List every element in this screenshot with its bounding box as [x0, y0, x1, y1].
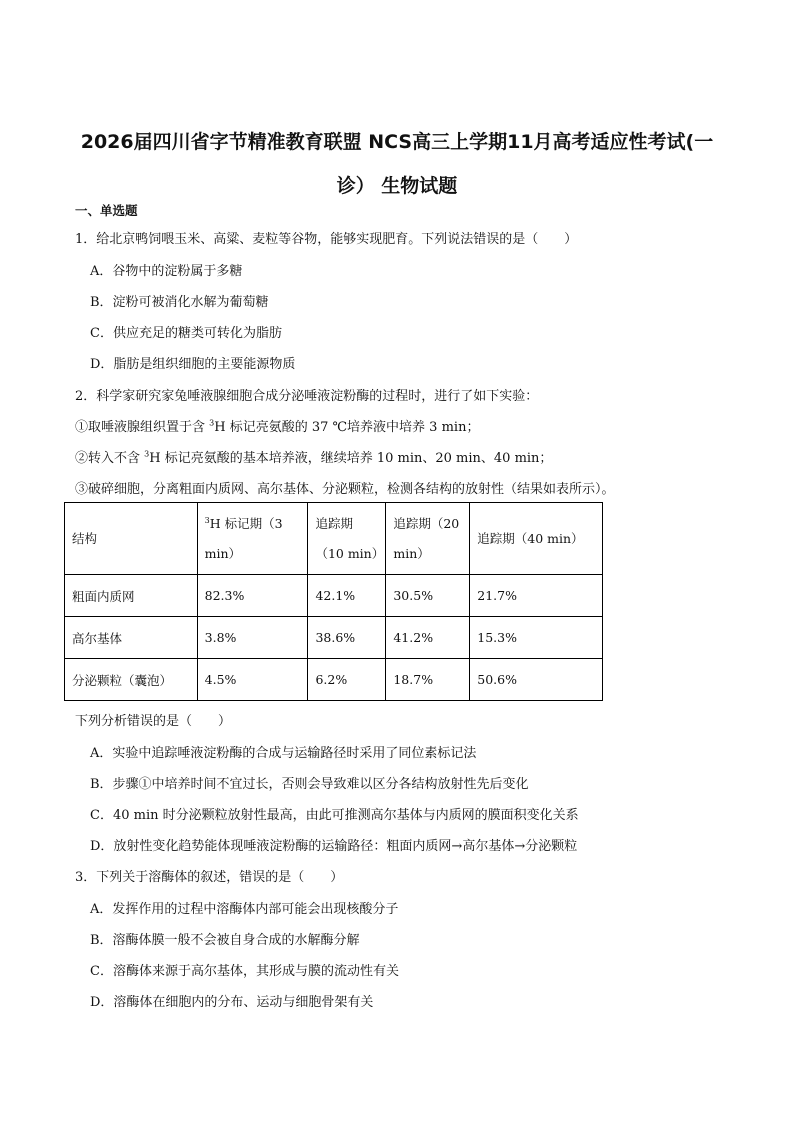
question-1-stem: 1．给北京鸭饲喂玉米、高粱、麦粒等谷物，能够实现肥育。下列说法错误的是（ ）: [75, 232, 578, 247]
table-cell: 42.1%: [308, 575, 386, 617]
table-cell: 4.5%: [197, 659, 308, 701]
question-2-option-c: C．40 min 时分泌颗粒放射性最高，由此可推测高尔基体与内质网的膜面积变化关系: [90, 808, 579, 823]
question-2-option-a: A．实验中追踪唾液淀粉酶的合成与运输路径时采用了同位素标记法: [90, 746, 477, 761]
table-cell: 82.3%: [197, 575, 308, 617]
table-cell: 15.3%: [470, 617, 603, 659]
table-header-cell: $^3$H 标记期（3 min）: [197, 503, 308, 575]
section-heading: 一、单选题: [75, 203, 138, 218]
question-2-stem: 2．科学家研究家兔唾液腺细胞合成分泌唾液淀粉酶的过程时，进行了如下实验：: [75, 389, 539, 404]
table-header-cell: 追踪期（40 min）: [470, 503, 603, 575]
table-cell: 18.7%: [386, 659, 470, 701]
question-1-option-d: D．脂肪是组织细胞的主要能源物质: [90, 357, 296, 372]
question-3-option-c: C．溶酶体来源于高尔基体，其形成与膜的流动性有关: [90, 964, 399, 979]
title-line-1: 2026届四川省字节精准教育联盟 NCS高三上学期11月高考适应性考试(一: [80, 131, 714, 153]
table-cell: 21.7%: [470, 575, 603, 617]
question-3-option-b: B．溶酶体膜一般不会被自身合成的水解酶分解: [90, 933, 360, 948]
question-1-option-b: B．淀粉可被消化水解为葡萄糖: [90, 295, 269, 310]
document-title: [60, 120, 734, 208]
question-2-option-d: D．放射性变化趋势能体现唾液淀粉酶的运输路径：粗面内质网→高尔基体→分泌颗粒: [90, 839, 578, 854]
question-3-option-d: D．溶酶体在细胞内的分布、运动与细胞骨架有关: [90, 995, 374, 1010]
question-2-option-b: B．步骤①中培养时间不宜过长，否则会导致难以区分各结构放射性先后变化: [90, 777, 529, 792]
table-header-cell: 追踪期（20 min）: [386, 503, 470, 575]
title-line-2: 诊） 生物试题: [336, 175, 458, 197]
table-cell: 粗面内质网: [65, 575, 198, 617]
table-row: [65, 617, 603, 659]
radioactivity-table: [64, 502, 603, 701]
table-row: [65, 575, 603, 617]
table-cell: 高尔基体: [65, 617, 198, 659]
table-header-cell: 结构: [65, 503, 198, 575]
question-2-step-3: ③破碎细胞，分离粗面内质网、高尔基体、分泌颗粒，检测各结构的放射性（结果如表所示）。: [75, 482, 615, 497]
table-row: [65, 659, 603, 701]
table-header-cell: 追踪期 （10 min）: [308, 503, 386, 575]
question-2-prompt: 下列分析错误的是（ ）: [75, 714, 232, 729]
table-cell: 6.2%: [308, 659, 386, 701]
question-2-step-2: ②转入不含 $^3$H 标记亮氨酸的基本培养液，继续培养 10 min、20 min、40 min；: [75, 449, 553, 466]
question-3-stem: 3．下列关于溶酶体的叙述，错误的是（ ）: [75, 870, 344, 885]
question-1-option-c: C．供应充足的糖类可转化为脂肪: [90, 326, 282, 341]
question-1-option-a: A．谷物中的淀粉属于多糖: [90, 264, 243, 279]
table-cell: 分泌颗粒（囊泡）: [65, 659, 198, 701]
question-2-step-1: ①取唾液腺组织置于含 $^3$H 标记亮氨酸的 37 ℃培养液中培养 3 min；: [75, 418, 480, 435]
table-cell: 50.6%: [470, 659, 603, 701]
table-cell: 38.6%: [308, 617, 386, 659]
question-3-option-a: A．发挥作用的过程中溶酶体内部可能会出现核酸分子: [90, 902, 399, 917]
table-cell: 3.8%: [197, 617, 308, 659]
table-cell: 41.2%: [386, 617, 470, 659]
table-header-row: [65, 503, 603, 575]
table-cell: 30.5%: [386, 575, 470, 617]
